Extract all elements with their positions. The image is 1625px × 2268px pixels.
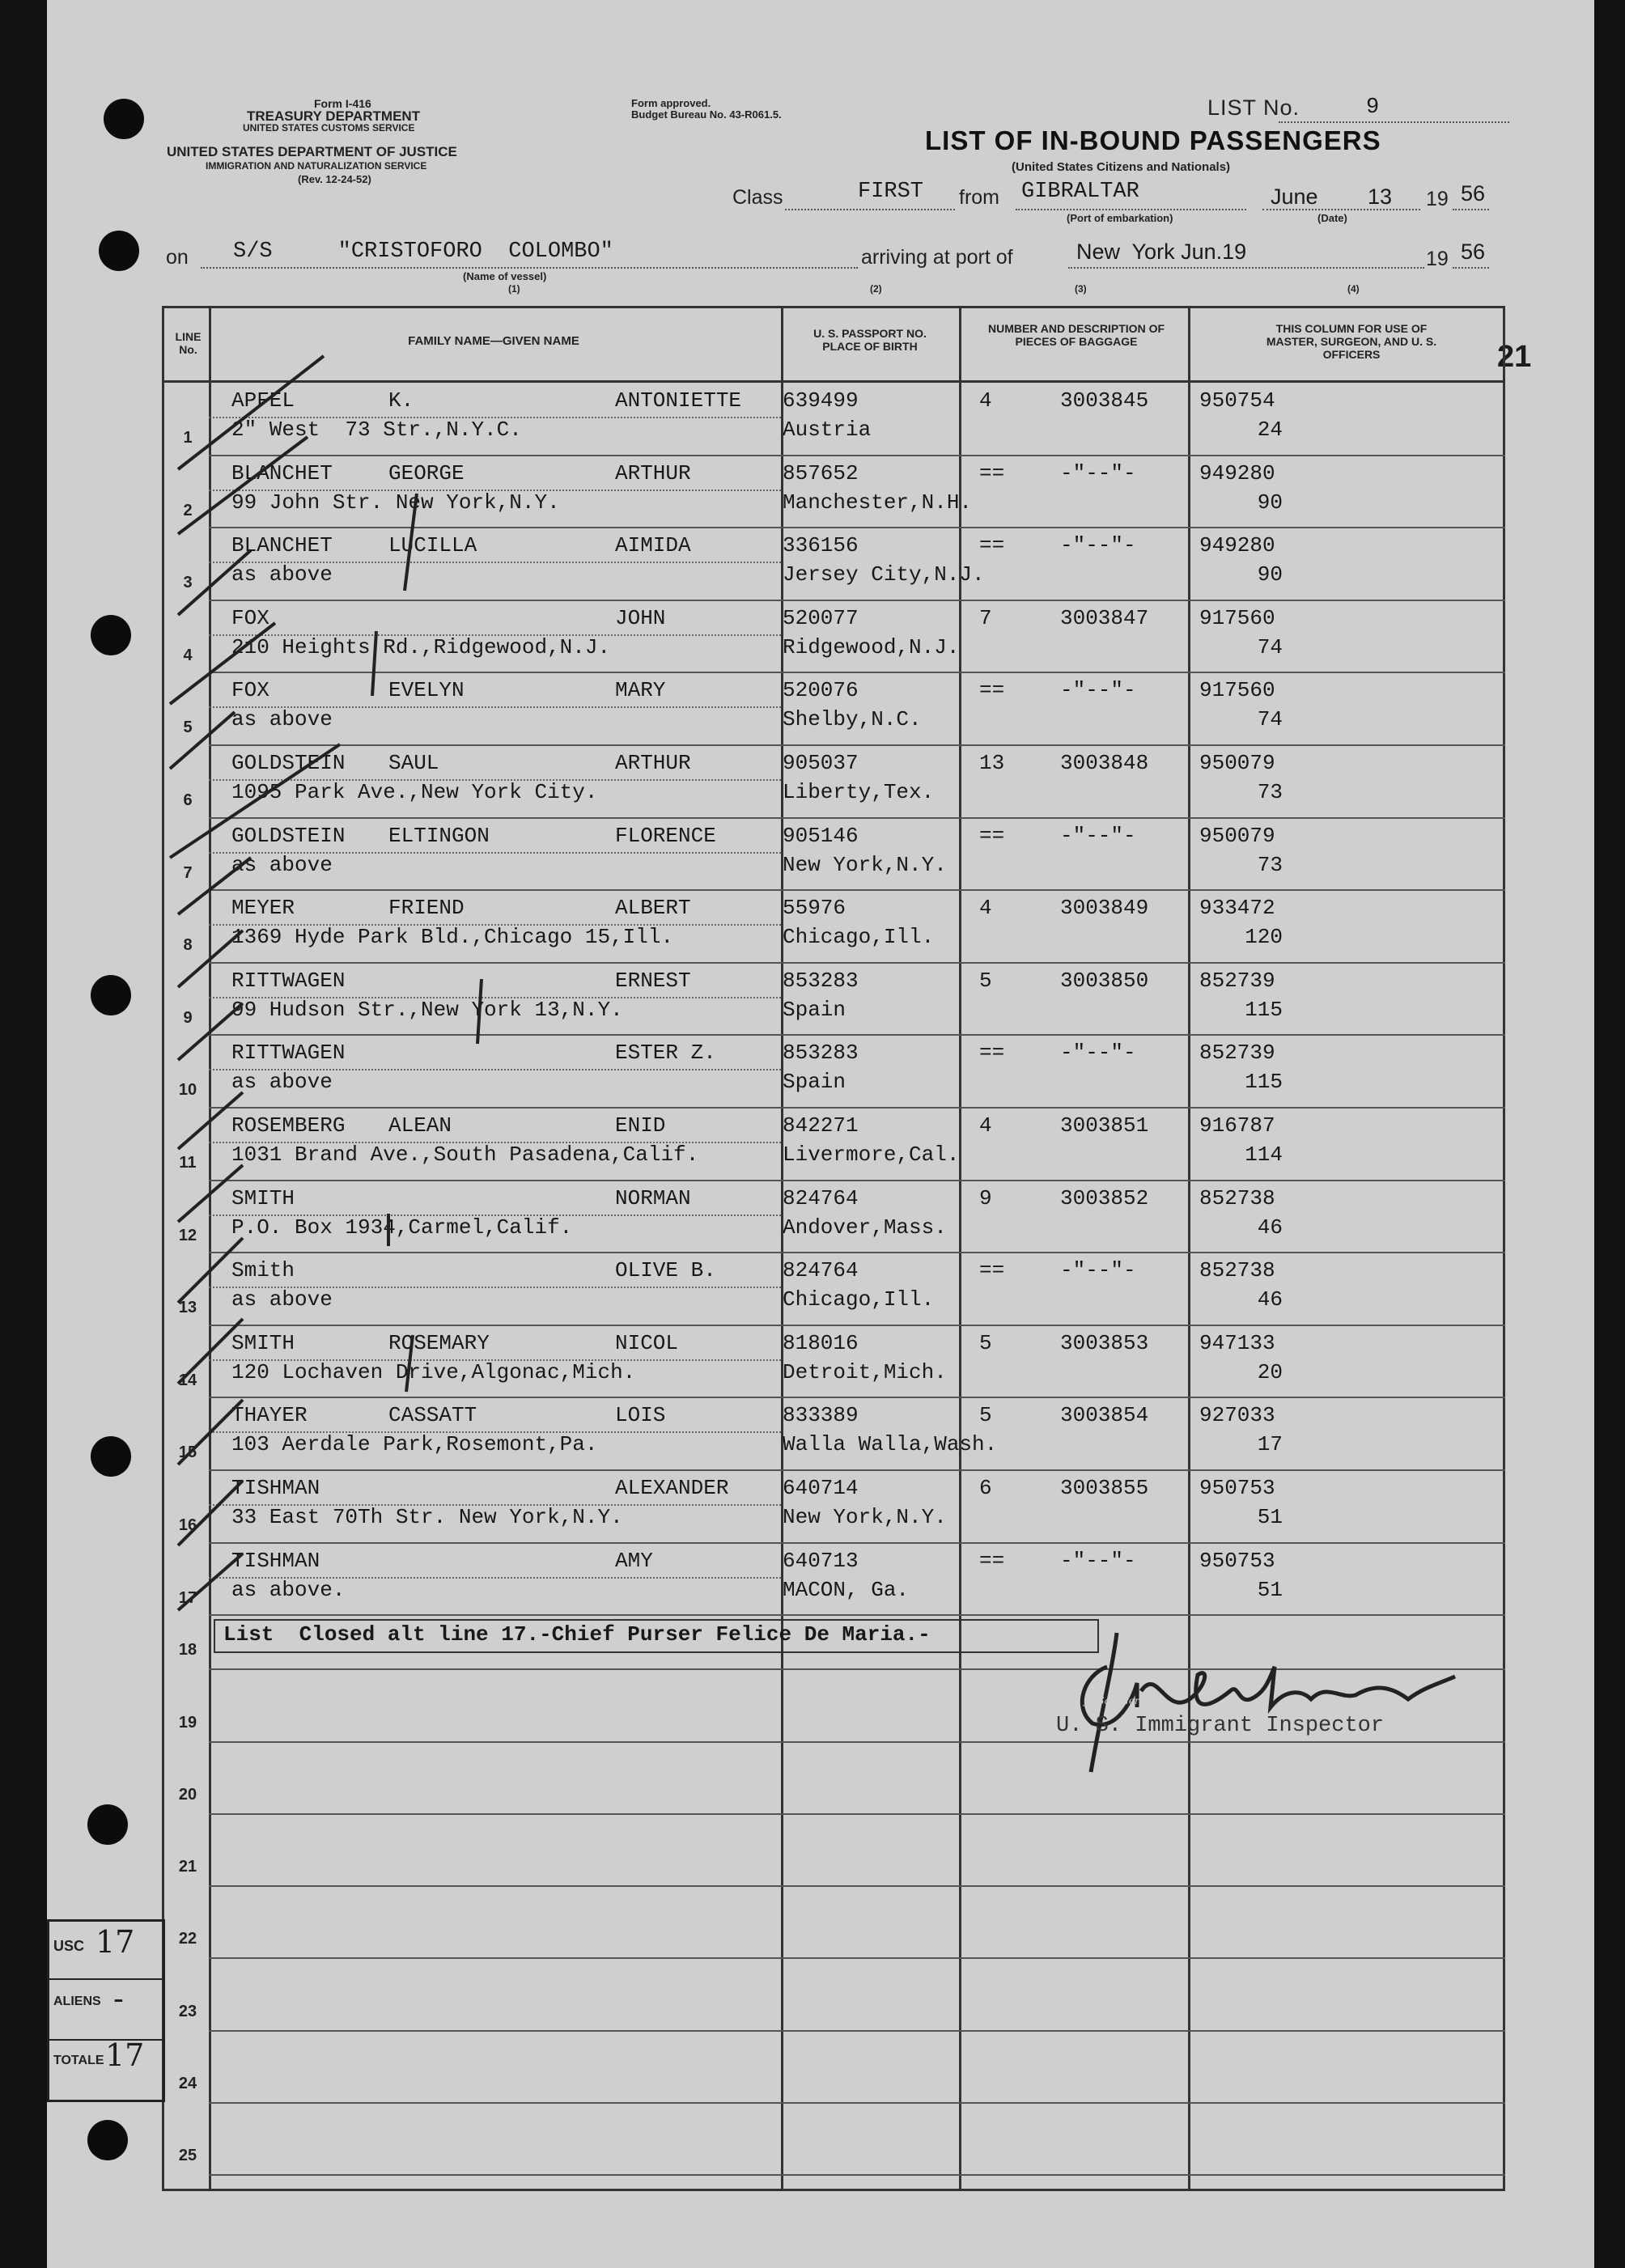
given-name: MARY [615, 678, 666, 703]
given-name: ERNEST [615, 968, 691, 993]
line-number: 16 [178, 1516, 197, 1534]
line-number: 8 [183, 936, 193, 955]
line-number: 4 [183, 646, 193, 664]
officer-code-2: 74 [1257, 634, 1283, 659]
given-name: OLIVE B. [615, 1258, 716, 1283]
class-value: FIRST [858, 180, 924, 204]
officer-code: 949280 [1199, 533, 1275, 558]
given-name: ALBERT [615, 896, 691, 921]
officer-code: 916787 [1199, 1113, 1275, 1138]
date-year-prefix: 19 [1426, 188, 1449, 210]
family-name: BLANCHET [231, 460, 333, 485]
officer-code-2: 120 [1245, 925, 1283, 950]
given-name: FLORENCE [615, 823, 716, 848]
passport-number: 640713 [783, 1548, 859, 1573]
address: 1369 Hyde Park Bld.,Chicago 15,Ill. [231, 925, 674, 950]
total-label: TOTALE [53, 2054, 104, 2067]
officer-code: 947133 [1199, 1330, 1275, 1355]
place-of-birth: New York,N.Y. [783, 1505, 947, 1529]
line-number: 20 [178, 1785, 197, 1804]
officer-code: 933472 [1199, 896, 1275, 921]
line-number: 12 [178, 1226, 197, 1244]
family-name: MEYER [231, 896, 295, 921]
baggage-pieces: 6 [979, 1476, 992, 1500]
address: as above [231, 1287, 333, 1312]
officer-code-2: 46 [1257, 1215, 1283, 1240]
header-baggage: NUMBER AND DESCRIPTION OF PIECES OF BAGGAGE [987, 322, 1165, 348]
officer-code-2: 24 [1257, 418, 1283, 442]
department-of-justice: UNITED STATES DEPARTMENT OF JUSTICE [167, 144, 457, 159]
baggage-pieces: 5 [979, 1403, 992, 1428]
row-divider [209, 2174, 1505, 2176]
header-line-no: LINE No. [175, 330, 202, 356]
document-subtitle: (United States Citizens and Nationals) [1012, 160, 1231, 174]
officer-code-2: 73 [1257, 780, 1283, 804]
inspector-label: U. S. Immigrant Inspector [1056, 1714, 1385, 1738]
passport-number: 818016 [783, 1330, 859, 1355]
address: 120 Lochaven Drive,Algonac,Mich. [231, 1359, 636, 1384]
vessel-name-label: (Name of vessel) [463, 270, 547, 282]
col4-label: (4) [1347, 283, 1360, 295]
from-label: from [959, 186, 999, 209]
line-number: 17 [178, 1588, 197, 1607]
family-name: FOX [231, 678, 269, 703]
line-number: 22 [178, 1930, 197, 1948]
officer-code-2: 46 [1257, 1287, 1283, 1312]
embarkation-label: (Port of embarkation) [1067, 212, 1173, 224]
passport-number: 857652 [783, 460, 859, 485]
baggage-pieces: 13 [979, 751, 1005, 775]
place-of-birth: Shelby,N.C. [783, 707, 922, 732]
punch-hole [91, 975, 131, 1015]
place-of-birth: Chicago,Ill. [783, 925, 935, 950]
line-number: 21 [178, 1858, 197, 1876]
officer-code: 917560 [1199, 678, 1275, 703]
baggage-tag: -"--"- [1060, 678, 1136, 703]
line-number: 13 [178, 1299, 197, 1317]
address: as above [231, 1070, 333, 1095]
line-number: 7 [183, 863, 193, 882]
place-of-birth: Livermore,Cal. [783, 1142, 960, 1167]
officer-code: 852738 [1199, 1258, 1275, 1283]
row-divider [209, 2030, 1505, 2032]
passport-number: 905037 [783, 751, 859, 775]
middle-name: K. [388, 388, 414, 413]
baggage-pieces: 5 [979, 1330, 992, 1355]
address: 1095 Park Ave.,New York City. [231, 780, 598, 804]
given-name: ALEXANDER [615, 1476, 729, 1500]
total-value: 17 [105, 2037, 145, 2073]
date-month: June [1271, 184, 1318, 209]
address: 99 John Str. New York,N.Y. [231, 490, 560, 515]
officer-code: 949280 [1199, 460, 1275, 485]
baggage-tag: 3003851 [1060, 1113, 1149, 1138]
list-no-value: 9 [1366, 95, 1380, 120]
place-of-birth: Spain [783, 997, 846, 1022]
middle-name: FRIEND [388, 896, 465, 921]
address: 210 Heights Rd.,Ridgewood,N.J. [231, 634, 611, 659]
baggage-tag: 3003853 [1060, 1330, 1149, 1355]
address: as above. [231, 1577, 346, 1602]
col3-label: (3) [1075, 283, 1087, 295]
baggage-pieces: 4 [979, 388, 992, 413]
line-number: 9 [183, 1008, 193, 1027]
middle-name: EVELYN [388, 678, 465, 703]
place-of-birth: Liberty,Tex. [783, 780, 935, 804]
budget-bureau: Budget Bureau No. 43-R061.5. [631, 108, 782, 121]
officer-code-2: 20 [1257, 1359, 1283, 1384]
place-of-birth: Manchester,N.H. [783, 490, 973, 515]
given-name: NICOL [615, 1330, 679, 1355]
officer-code-2: 51 [1257, 1505, 1283, 1529]
given-name: AIMIDA [615, 533, 691, 558]
line-number: 11 [179, 1154, 197, 1172]
line-number: 3 [183, 574, 193, 592]
officer-code: 950753 [1199, 1476, 1275, 1500]
passport-number: 824764 [783, 1258, 859, 1283]
place-of-birth: Walla Walla,Wash. [783, 1432, 998, 1457]
col2-label: (2) [870, 283, 882, 295]
address: 1031 Brand Ave.,South Pasadena,Calif. [231, 1142, 699, 1167]
baggage-pieces: == [979, 1258, 1005, 1283]
punch-hole [99, 231, 139, 271]
from-value: GIBRALTAR [1021, 180, 1139, 204]
baggage-tag: -"--"- [1060, 533, 1136, 558]
given-name: ARTHUR [615, 751, 691, 775]
passport-number: 905146 [783, 823, 859, 848]
punch-hole [91, 615, 131, 655]
passport-number: 336156 [783, 533, 859, 558]
punch-hole [87, 2120, 128, 2160]
baggage-tag: -"--"- [1060, 1548, 1136, 1573]
arrival-port: New York Jun.19 [1076, 240, 1247, 264]
place-of-birth: Detroit,Mich. [783, 1359, 947, 1384]
passport-number: 853283 [783, 1041, 859, 1066]
given-name: LOIS [615, 1403, 666, 1428]
officer-code-2: 51 [1257, 1577, 1283, 1602]
place-of-birth: Chicago,Ill. [783, 1287, 935, 1312]
form-number: Form I-416 [314, 97, 371, 110]
list-no-label: LIST No. [1207, 95, 1300, 120]
address: as above [231, 852, 333, 877]
given-name: AMY [615, 1548, 653, 1573]
place-of-birth: MACON, Ga. [783, 1577, 910, 1602]
col1-label: (1) [508, 283, 520, 295]
baggage-tag: 3003848 [1060, 751, 1149, 775]
line-number: 2 [183, 501, 193, 519]
customs-service: UNITED STATES CUSTOMS SERVICE [243, 122, 415, 134]
baggage-tag: 3003849 [1060, 896, 1149, 921]
row-divider [209, 2102, 1505, 2104]
officer-code-2: 17 [1257, 1432, 1283, 1457]
given-name: NORMAN [615, 1185, 691, 1210]
place-of-birth: Austria [783, 418, 872, 442]
officer-code-2: 74 [1257, 707, 1283, 732]
passport-number: 853283 [783, 968, 859, 993]
officer-code: 950079 [1199, 751, 1275, 775]
baggage-tag: -"--"- [1060, 460, 1136, 485]
line-number: 14 [178, 1371, 197, 1389]
inspector-signature-text: Jn Saunders [1084, 1695, 1144, 1706]
officer-code: 927033 [1199, 1403, 1275, 1428]
baggage-pieces: == [979, 533, 1005, 558]
family-name: SMITH [231, 1185, 295, 1210]
family-name: RITTWAGEN [231, 1041, 346, 1066]
address: as above [231, 707, 333, 732]
officer-code-2: 114 [1245, 1142, 1283, 1167]
address: 99 Hudson Str.,New York 13,N.Y. [231, 997, 623, 1022]
baggage-tag: 3003852 [1060, 1185, 1149, 1210]
middle-name: ROSEMARY [388, 1330, 490, 1355]
passport-number: 640714 [783, 1476, 859, 1500]
arriving-label: arriving at port of [861, 246, 1013, 269]
family-name: TISHMAN [231, 1548, 320, 1573]
baggage-tag: 3003855 [1060, 1476, 1149, 1500]
given-name: ENID [615, 1113, 666, 1138]
family-name: TISHMAN [231, 1476, 320, 1500]
punch-hole [87, 1804, 128, 1845]
middle-name: LUCILLA [388, 533, 477, 558]
passport-number: 520076 [783, 678, 859, 703]
revision-label: (Rev. 12-24-52) [298, 173, 371, 185]
baggage-pieces: == [979, 460, 1005, 485]
aliens-label: ALIENS [53, 1995, 101, 2008]
date-year: 56 [1461, 181, 1486, 206]
middle-name: ALEAN [388, 1113, 452, 1138]
row-divider [209, 1885, 1505, 1887]
middle-name: GEORGE [388, 460, 465, 485]
passport-number: 824764 [783, 1185, 859, 1210]
baggage-pieces: == [979, 1548, 1005, 1573]
line-number: 5 [183, 719, 193, 737]
closing-note: List Closed alt line 17.-Chief Purser Felice De Maria.- [223, 1622, 931, 1647]
officer-code: 950754 [1199, 388, 1275, 413]
line-number: 18 [178, 1641, 197, 1660]
family-name: GOLDSTEIN [231, 751, 346, 775]
baggage-pieces: 4 [979, 1113, 992, 1138]
baggage-pieces: 5 [979, 968, 992, 993]
line-number: 10 [178, 1081, 197, 1100]
middle-name: ELTINGON [388, 823, 490, 848]
form-approved: Form approved. [631, 97, 711, 109]
header-passport: U. S. PASSPORT NO. PLACE OF BIRTH [813, 327, 927, 353]
line-number: 1 [183, 429, 193, 447]
baggage-pieces: == [979, 1041, 1005, 1066]
usc-value: 17 [95, 1924, 135, 1960]
header-name: FAMILY NAME—GIVEN NAME [408, 334, 579, 348]
family-name: Smith [231, 1258, 295, 1283]
page-number: 21 [1497, 340, 1532, 374]
baggage-pieces: 9 [979, 1185, 992, 1210]
officer-code-2: 90 [1257, 490, 1283, 515]
usc-label: USC [53, 1938, 85, 1954]
passport-number: 833389 [783, 1403, 859, 1428]
baggage-tag: 3003847 [1060, 605, 1149, 630]
header-officers: THIS COLUMN FOR USE OF MASTER, SURGEON, AND U. S. OFFICERS [1266, 322, 1437, 361]
baggage-pieces: == [979, 823, 1005, 848]
line-number: 19 [178, 1713, 197, 1732]
passport-number: 520077 [783, 605, 859, 630]
place-of-birth: Spain [783, 1070, 846, 1095]
baggage-tag: 3003850 [1060, 968, 1149, 993]
officer-code-2: 90 [1257, 562, 1283, 587]
baggage-tag: 3003845 [1060, 388, 1149, 413]
officer-code: 917560 [1199, 605, 1275, 630]
given-name: ANTONIETTE [615, 388, 742, 413]
address: 103 Aerdale Park,Rosemont,Pa. [231, 1432, 598, 1457]
officer-code-2: 115 [1245, 997, 1283, 1022]
baggage-pieces: 7 [979, 605, 992, 630]
officer-code: 852738 [1199, 1185, 1275, 1210]
address: as above [231, 562, 333, 587]
family-name: APFEL [231, 388, 295, 413]
middle-name: CASSATT [388, 1403, 477, 1428]
family-name: GOLDSTEIN [231, 823, 346, 848]
middle-name: SAUL [388, 751, 439, 775]
family-name: RITTWAGEN [231, 968, 346, 993]
on-label: on [166, 246, 189, 269]
treasury-department: TREASURY DEPARTMENT [247, 108, 421, 124]
family-name: THAYER [231, 1403, 308, 1428]
line-number: 15 [178, 1443, 197, 1462]
row-divider [209, 1957, 1505, 1959]
officer-code: 852739 [1199, 1041, 1275, 1066]
given-name: ARTHUR [615, 460, 691, 485]
punch-hole [104, 99, 144, 139]
family-name: FOX [231, 605, 269, 630]
baggage-pieces: 4 [979, 896, 992, 921]
passport-number: 639499 [783, 388, 859, 413]
baggage-tag: -"--"- [1060, 1041, 1136, 1066]
line-number: 6 [183, 791, 193, 809]
address: P.O. Box 1934,Carmel,Calif. [231, 1215, 573, 1240]
family-name: SMITH [231, 1330, 295, 1355]
aliens-value: - [113, 1981, 124, 2016]
baggage-tag: -"--"- [1060, 823, 1136, 848]
punch-hole [91, 1436, 131, 1477]
officer-code-2: 73 [1257, 852, 1283, 877]
family-name: BLANCHET [231, 533, 333, 558]
address: 2" West 73 Str.,N.Y.C. [231, 418, 522, 442]
ins-label: IMMIGRATION AND NATURALIZATION SERVICE [206, 160, 427, 172]
given-name: JOHN [615, 605, 666, 630]
vessel-name: S/S "CRISTOFORO COLOMBO" [233, 240, 613, 264]
line-number: 25 [178, 2147, 197, 2165]
address: 33 East 70Th Str. New York,N.Y. [231, 1505, 623, 1529]
place-of-birth: Ridgewood,N.J. [783, 634, 960, 659]
given-name: ESTER Z. [615, 1041, 716, 1066]
officer-code: 950079 [1199, 823, 1275, 848]
place-of-birth: New York,N.Y. [783, 852, 947, 877]
line-number: 24 [178, 2075, 197, 2092]
check-marks [146, 348, 486, 1659]
baggage-pieces: == [979, 678, 1005, 703]
passport-number: 55976 [783, 896, 846, 921]
family-name: ROSEMBERG [231, 1113, 346, 1138]
document-title: LIST OF IN-BOUND PASSENGERS [925, 125, 1381, 155]
place-of-birth: Jersey City,N.J. [783, 562, 985, 587]
place-of-birth: Andover,Mass. [783, 1215, 947, 1240]
passport-number: 842271 [783, 1113, 859, 1138]
row-divider [209, 1813, 1505, 1815]
arrival-year: 56 [1461, 240, 1486, 264]
baggage-tag: -"--"- [1060, 1258, 1136, 1283]
class-label: Class [732, 186, 783, 209]
baggage-tag: 3003854 [1060, 1403, 1149, 1428]
officer-code: 950753 [1199, 1548, 1275, 1573]
date-label: (Date) [1317, 212, 1347, 224]
officer-code: 852739 [1199, 968, 1275, 993]
officer-code-2: 115 [1245, 1070, 1283, 1095]
line-number: 23 [178, 2002, 197, 2020]
arrival-year-prefix: 19 [1426, 248, 1449, 270]
date-day: 13 [1368, 184, 1393, 209]
